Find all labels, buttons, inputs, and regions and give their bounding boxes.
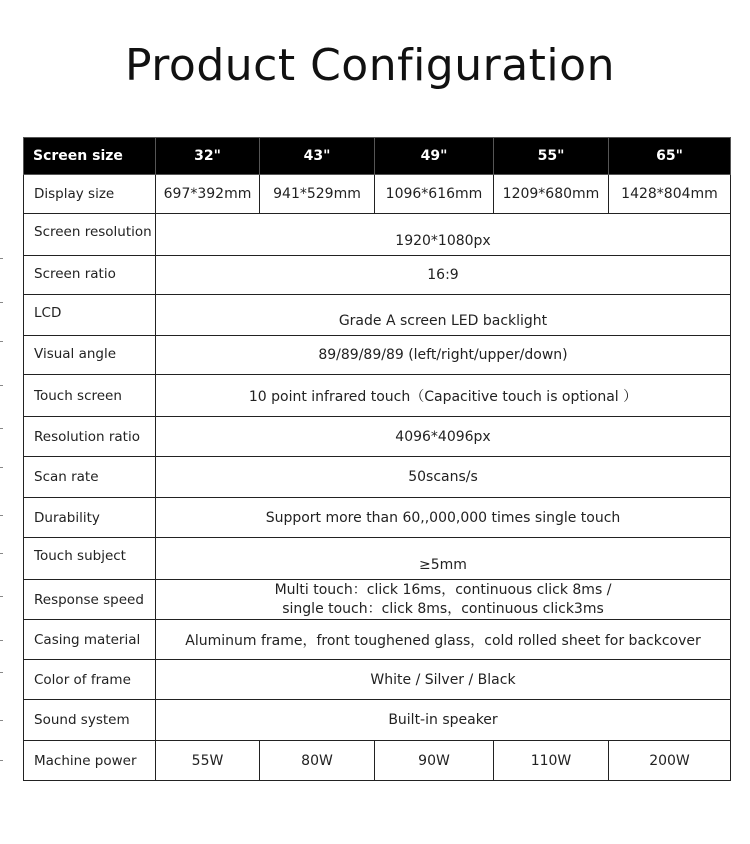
- cell-value: [156, 580, 731, 620]
- row-label: Screen resolution: [24, 214, 156, 256]
- size-header: 55": [494, 138, 609, 175]
- row-label: Machine power: [24, 741, 156, 781]
- cell-value: 80W: [260, 741, 375, 781]
- cell-value: 4096*4096px: [156, 417, 731, 457]
- row-label: Visual angle: [24, 336, 156, 375]
- cell-value: Built-in speaker: [156, 700, 731, 741]
- edge-tick: [0, 672, 3, 673]
- table-row: [24, 214, 731, 256]
- edge-tick: [0, 596, 3, 597]
- cell-value: 16:9: [156, 256, 731, 295]
- cell-value: 1096*616mm: [375, 175, 494, 214]
- size-header: 65": [609, 138, 731, 175]
- response-line-2: single touch：click 8ms，continuous click3ms: [282, 600, 604, 617]
- table-row: [24, 417, 731, 457]
- edge-tick: [0, 428, 3, 429]
- cell-value: 55W: [156, 741, 260, 781]
- cell-value: 697*392mm: [156, 175, 260, 214]
- cell-value: 200W: [609, 741, 731, 781]
- cell-value: 110W: [494, 741, 609, 781]
- row-label: Screen ratio: [24, 256, 156, 295]
- spec-table: [23, 137, 731, 781]
- size-header: 49": [375, 138, 494, 175]
- row-label: Scan rate: [24, 457, 156, 498]
- row-label: Resolution ratio: [24, 417, 156, 457]
- cell-value: ≥5mm: [156, 538, 731, 580]
- table-row: [24, 620, 731, 660]
- edge-tick: [0, 302, 3, 303]
- table-row: [24, 375, 731, 417]
- table-row: [24, 660, 731, 700]
- edge-tick: [0, 515, 3, 516]
- cell-value: 10 point infrared touch（Capacitive touch is optional ）: [156, 375, 731, 417]
- header-row: [24, 138, 731, 175]
- size-header: 32": [156, 138, 260, 175]
- row-label: Display size: [24, 175, 156, 214]
- cell-value: Grade A screen LED backlight: [156, 295, 731, 336]
- table-row: [24, 741, 731, 781]
- cell-value: Aluminum frame，front toughened glass，cold rolled sheet for backcover: [156, 620, 731, 660]
- row-label: Touch screen: [24, 375, 156, 417]
- row-label: Color of frame: [24, 660, 156, 700]
- edge-tick: [0, 385, 3, 386]
- cell-value: 50scans/s: [156, 457, 731, 498]
- table-row: [24, 700, 731, 741]
- table-row: [24, 256, 731, 295]
- cell-value: 941*529mm: [260, 175, 375, 214]
- edge-tick: [0, 341, 3, 342]
- row-label: LCD: [24, 295, 156, 336]
- table-row: [24, 295, 731, 336]
- cell-value: 1428*804mm: [609, 175, 731, 214]
- edge-tick: [0, 760, 3, 761]
- cell-value: 90W: [375, 741, 494, 781]
- table-row: [24, 175, 731, 214]
- edge-tick: [0, 720, 3, 721]
- edge-tick: [0, 258, 3, 259]
- header-label: Screen size: [24, 138, 156, 175]
- table-row: [24, 457, 731, 498]
- row-label: Touch subject: [24, 538, 156, 580]
- edge-tick: [0, 467, 3, 468]
- edge-tick: [0, 553, 3, 554]
- cell-value: 1920*1080px: [156, 214, 731, 256]
- row-label: Response speed: [24, 580, 156, 620]
- row-label: Sound system: [24, 700, 156, 741]
- page-title: Product Configuration: [125, 40, 615, 91]
- row-label: Durability: [24, 498, 156, 538]
- table-row: [24, 498, 731, 538]
- cell-value: 89/89/89/89 (left/right/upper/down): [156, 336, 731, 375]
- table-row: [24, 336, 731, 375]
- edge-tick: [0, 640, 3, 641]
- row-label: Casing material: [24, 620, 156, 660]
- table-row: [24, 580, 731, 620]
- size-header: 43": [260, 138, 375, 175]
- cell-value: 1209*680mm: [494, 175, 609, 214]
- response-line-1: Multi touch：click 16ms，continuous click 8ms /: [274, 581, 612, 598]
- cell-value: White / Silver / Black: [156, 660, 731, 700]
- table-row: [24, 538, 731, 580]
- cell-value: Support more than 60,,000,000 times single touch: [156, 498, 731, 538]
